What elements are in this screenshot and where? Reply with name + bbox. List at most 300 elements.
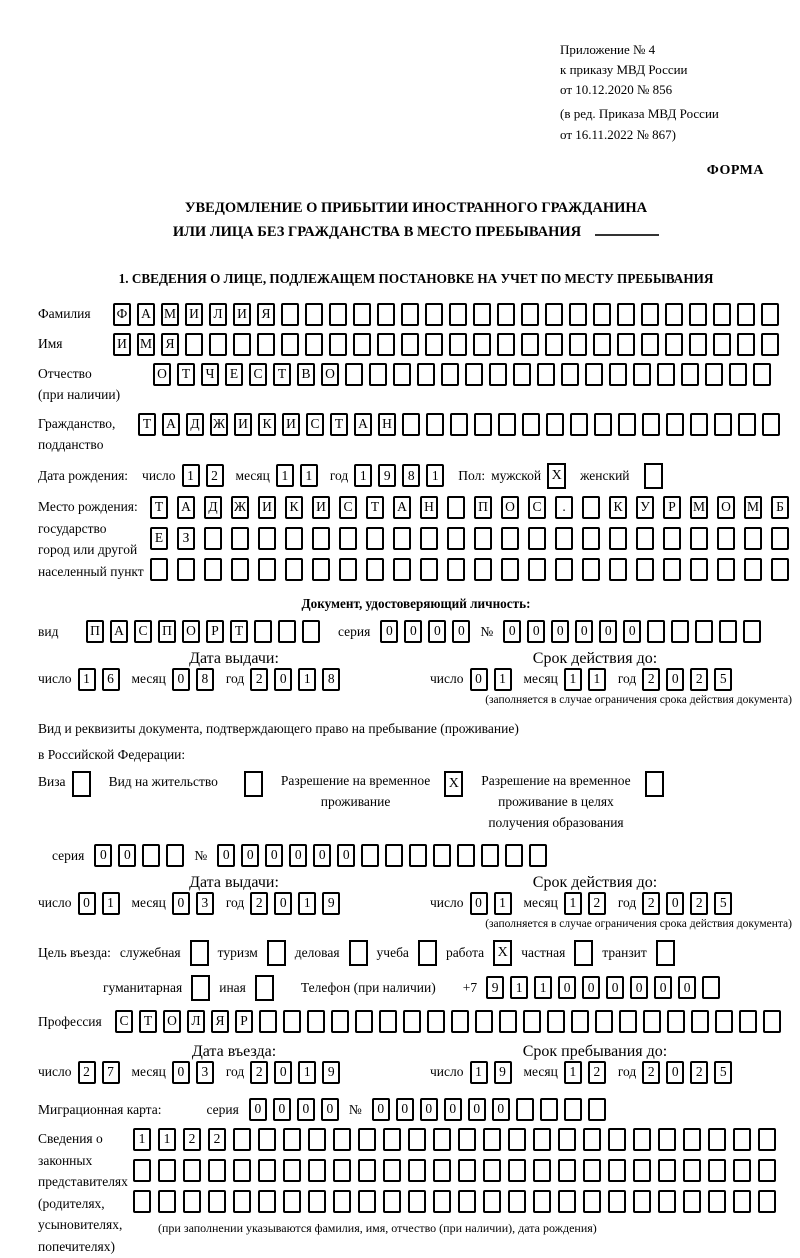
char-box[interactable]: [366, 558, 384, 581]
char-box[interactable]: [713, 303, 731, 326]
char-box[interactable]: [185, 333, 203, 356]
char-box[interactable]: [771, 527, 789, 550]
char-box[interactable]: 1: [564, 892, 582, 915]
char-box[interactable]: [281, 333, 299, 356]
char-box[interactable]: И: [185, 303, 203, 326]
char-box[interactable]: Ж: [231, 496, 249, 519]
purpose-work-checkbox[interactable]: X: [493, 940, 512, 966]
char-box[interactable]: [285, 558, 303, 581]
char-box[interactable]: [528, 527, 546, 550]
char-box[interactable]: [369, 363, 387, 386]
char-box[interactable]: [641, 303, 659, 326]
char-box[interactable]: [420, 527, 438, 550]
char-box[interactable]: 8: [402, 464, 420, 487]
char-box[interactable]: [433, 844, 451, 867]
char-box[interactable]: [283, 1190, 301, 1213]
char-box[interactable]: Ф: [113, 303, 131, 326]
char-box[interactable]: 0: [396, 1098, 414, 1121]
char-box[interactable]: [166, 844, 184, 867]
char-box[interactable]: [564, 1098, 582, 1121]
char-box[interactable]: 0: [274, 668, 292, 691]
char-box[interactable]: Н: [420, 496, 438, 519]
char-box[interactable]: 3: [196, 892, 214, 915]
char-box[interactable]: 0: [503, 620, 521, 643]
char-box[interactable]: 0: [666, 1061, 684, 1084]
char-box[interactable]: [588, 1098, 606, 1121]
char-box[interactable]: 1: [78, 668, 96, 691]
char-box[interactable]: 2: [690, 668, 708, 691]
char-box[interactable]: [761, 303, 779, 326]
char-box[interactable]: [183, 1190, 201, 1213]
char-box[interactable]: [658, 1190, 676, 1213]
char-box[interactable]: [758, 1190, 776, 1213]
char-box[interactable]: [695, 620, 713, 643]
char-box[interactable]: 0: [274, 1061, 292, 1084]
char-box[interactable]: [449, 303, 467, 326]
purpose-tourism-checkbox[interactable]: [267, 940, 286, 966]
char-box[interactable]: 0: [321, 1098, 339, 1121]
char-box[interactable]: [473, 303, 491, 326]
char-box[interactable]: [743, 620, 761, 643]
char-box[interactable]: [691, 1010, 709, 1033]
char-box[interactable]: О: [163, 1010, 181, 1033]
char-box[interactable]: [302, 620, 320, 643]
char-box[interactable]: [689, 333, 707, 356]
char-box[interactable]: [473, 333, 491, 356]
purpose-transit-checkbox[interactable]: [656, 940, 675, 966]
char-box[interactable]: 2: [588, 892, 606, 915]
char-box[interactable]: [447, 496, 465, 519]
char-box[interactable]: 1: [494, 668, 512, 691]
char-box[interactable]: 1: [354, 464, 372, 487]
purpose-humanitarian-checkbox[interactable]: [191, 975, 210, 1001]
char-box[interactable]: [729, 363, 747, 386]
char-box[interactable]: Е: [150, 527, 168, 550]
char-box[interactable]: 8: [322, 668, 340, 691]
char-box[interactable]: [283, 1128, 301, 1151]
char-box[interactable]: [401, 303, 419, 326]
char-box[interactable]: [582, 496, 600, 519]
char-box[interactable]: [593, 333, 611, 356]
char-box[interactable]: [481, 844, 499, 867]
char-box[interactable]: 0: [78, 892, 96, 915]
char-box[interactable]: [447, 558, 465, 581]
char-box[interactable]: 0: [527, 620, 545, 643]
char-box[interactable]: [377, 303, 395, 326]
char-box[interactable]: 0: [678, 976, 696, 999]
char-box[interactable]: [308, 1159, 326, 1182]
char-box[interactable]: [361, 844, 379, 867]
char-box[interactable]: [508, 1159, 526, 1182]
char-box[interactable]: [690, 558, 708, 581]
char-box[interactable]: [393, 363, 411, 386]
char-box[interactable]: 0: [599, 620, 617, 643]
char-box[interactable]: [183, 1159, 201, 1182]
char-box[interactable]: 0: [313, 844, 331, 867]
char-box[interactable]: [522, 413, 540, 436]
char-box[interactable]: Т: [330, 413, 348, 436]
char-box[interactable]: П: [158, 620, 176, 643]
char-box[interactable]: [133, 1190, 151, 1213]
char-box[interactable]: [208, 1190, 226, 1213]
temp-permit-checkbox[interactable]: X: [444, 771, 463, 797]
char-box[interactable]: 1: [510, 976, 528, 999]
char-box[interactable]: [408, 1190, 426, 1213]
char-box[interactable]: [608, 1159, 626, 1182]
char-box[interactable]: М: [744, 496, 762, 519]
char-box[interactable]: [449, 333, 467, 356]
char-box[interactable]: [595, 1010, 613, 1033]
char-box[interactable]: [609, 527, 627, 550]
char-box[interactable]: 2: [250, 668, 268, 691]
char-box[interactable]: [501, 527, 519, 550]
char-box[interactable]: [761, 333, 779, 356]
char-box[interactable]: З: [177, 527, 195, 550]
char-box[interactable]: [447, 527, 465, 550]
char-box[interactable]: 0: [118, 844, 136, 867]
char-box[interactable]: 9: [322, 892, 340, 915]
char-box[interactable]: [737, 303, 755, 326]
char-box[interactable]: 2: [250, 1061, 268, 1084]
char-box[interactable]: Т: [150, 496, 168, 519]
char-box[interactable]: [762, 413, 780, 436]
char-box[interactable]: С: [306, 413, 324, 436]
char-box[interactable]: [333, 1190, 351, 1213]
char-box[interactable]: [427, 1010, 445, 1033]
char-box[interactable]: 2: [690, 892, 708, 915]
char-box[interactable]: [633, 1190, 651, 1213]
char-box[interactable]: [633, 363, 651, 386]
char-box[interactable]: 1: [534, 976, 552, 999]
char-box[interactable]: Е: [225, 363, 243, 386]
char-box[interactable]: 1: [298, 668, 316, 691]
char-box[interactable]: [258, 527, 276, 550]
char-box[interactable]: [561, 363, 579, 386]
char-box[interactable]: [657, 363, 675, 386]
char-box[interactable]: [737, 333, 755, 356]
char-box[interactable]: [177, 558, 195, 581]
char-box[interactable]: [474, 413, 492, 436]
char-box[interactable]: [258, 1190, 276, 1213]
char-box[interactable]: [366, 527, 384, 550]
char-box[interactable]: [204, 527, 222, 550]
char-box[interactable]: [358, 1190, 376, 1213]
char-box[interactable]: 0: [551, 620, 569, 643]
char-box[interactable]: 5: [714, 892, 732, 915]
char-box[interactable]: К: [609, 496, 627, 519]
char-box[interactable]: М: [690, 496, 708, 519]
char-box[interactable]: 0: [420, 1098, 438, 1121]
char-box[interactable]: [158, 1190, 176, 1213]
char-box[interactable]: [513, 363, 531, 386]
char-box[interactable]: К: [258, 413, 276, 436]
purpose-other-checkbox[interactable]: [255, 975, 274, 1001]
char-box[interactable]: [717, 527, 735, 550]
char-box[interactable]: [329, 333, 347, 356]
char-box[interactable]: [617, 303, 635, 326]
char-box[interactable]: [744, 558, 762, 581]
char-box[interactable]: Л: [187, 1010, 205, 1033]
char-box[interactable]: 1: [276, 464, 294, 487]
char-box[interactable]: [708, 1159, 726, 1182]
char-box[interactable]: [665, 303, 683, 326]
char-box[interactable]: 0: [492, 1098, 510, 1121]
char-box[interactable]: [617, 333, 635, 356]
char-box[interactable]: Ж: [210, 413, 228, 436]
char-box[interactable]: Т: [138, 413, 156, 436]
char-box[interactable]: [417, 363, 435, 386]
char-box[interactable]: [259, 1010, 277, 1033]
char-box[interactable]: [150, 558, 168, 581]
char-box[interactable]: [497, 303, 515, 326]
char-box[interactable]: [307, 1010, 325, 1033]
char-box[interactable]: [763, 1010, 781, 1033]
char-box[interactable]: 1: [298, 1061, 316, 1084]
char-box[interactable]: [465, 363, 483, 386]
char-box[interactable]: [663, 527, 681, 550]
char-box[interactable]: 2: [642, 1061, 660, 1084]
char-box[interactable]: С: [528, 496, 546, 519]
char-box[interactable]: П: [474, 496, 492, 519]
char-box[interactable]: [658, 1128, 676, 1151]
char-box[interactable]: 5: [714, 1061, 732, 1084]
char-box[interactable]: [758, 1159, 776, 1182]
char-box[interactable]: [533, 1128, 551, 1151]
char-box[interactable]: [497, 333, 515, 356]
char-box[interactable]: 2: [642, 668, 660, 691]
char-box[interactable]: 0: [241, 844, 259, 867]
char-box[interactable]: 0: [575, 620, 593, 643]
char-box[interactable]: С: [249, 363, 267, 386]
char-box[interactable]: Т: [273, 363, 291, 386]
char-box[interactable]: 2: [250, 892, 268, 915]
char-box[interactable]: О: [153, 363, 171, 386]
char-box[interactable]: [744, 527, 762, 550]
char-box[interactable]: [305, 333, 323, 356]
char-box[interactable]: И: [233, 303, 251, 326]
char-box[interactable]: [408, 1128, 426, 1151]
char-box[interactable]: [475, 1010, 493, 1033]
char-box[interactable]: [558, 1190, 576, 1213]
char-box[interactable]: 0: [337, 844, 355, 867]
char-box[interactable]: 1: [564, 1061, 582, 1084]
char-box[interactable]: Р: [663, 496, 681, 519]
char-box[interactable]: 7: [102, 1061, 120, 1084]
char-box[interactable]: 0: [558, 976, 576, 999]
char-box[interactable]: [570, 413, 588, 436]
char-box[interactable]: [278, 620, 296, 643]
char-box[interactable]: И: [258, 496, 276, 519]
char-box[interactable]: 0: [630, 976, 648, 999]
char-box[interactable]: [642, 413, 660, 436]
char-box[interactable]: 1: [588, 668, 606, 691]
char-box[interactable]: [457, 844, 475, 867]
char-box[interactable]: Т: [177, 363, 195, 386]
char-box[interactable]: О: [321, 363, 339, 386]
char-box[interactable]: [533, 1159, 551, 1182]
char-box[interactable]: [204, 558, 222, 581]
char-box[interactable]: 6: [102, 668, 120, 691]
char-box[interactable]: 2: [690, 1061, 708, 1084]
char-box[interactable]: 2: [208, 1128, 226, 1151]
char-box[interactable]: [208, 1159, 226, 1182]
char-box[interactable]: 0: [666, 668, 684, 691]
char-box[interactable]: [285, 527, 303, 550]
char-box[interactable]: [619, 1010, 637, 1033]
edu-permit-checkbox[interactable]: [645, 771, 664, 797]
char-box[interactable]: [647, 620, 665, 643]
purpose-official-checkbox[interactable]: [190, 940, 209, 966]
char-box[interactable]: [458, 1159, 476, 1182]
purpose-study-checkbox[interactable]: [418, 940, 437, 966]
char-box[interactable]: [281, 303, 299, 326]
char-box[interactable]: [683, 1159, 701, 1182]
purpose-business-checkbox[interactable]: [349, 940, 368, 966]
char-box[interactable]: 0: [404, 620, 422, 643]
char-box[interactable]: А: [354, 413, 372, 436]
char-box[interactable]: [254, 620, 272, 643]
char-box[interactable]: [571, 1010, 589, 1033]
char-box[interactable]: 2: [206, 464, 224, 487]
char-box[interactable]: [383, 1159, 401, 1182]
char-box[interactable]: [738, 413, 756, 436]
char-box[interactable]: [508, 1128, 526, 1151]
char-box[interactable]: [702, 976, 720, 999]
char-box[interactable]: [521, 333, 539, 356]
char-box[interactable]: Т: [366, 496, 384, 519]
char-box[interactable]: [441, 363, 459, 386]
char-box[interactable]: Д: [204, 496, 222, 519]
char-box[interactable]: Р: [235, 1010, 253, 1033]
char-box[interactable]: [345, 363, 363, 386]
char-box[interactable]: [353, 303, 371, 326]
char-box[interactable]: [739, 1010, 757, 1033]
char-box[interactable]: [401, 333, 419, 356]
char-box[interactable]: Я: [257, 303, 275, 326]
char-box[interactable]: [583, 1159, 601, 1182]
char-box[interactable]: [521, 303, 539, 326]
char-box[interactable]: [583, 1190, 601, 1213]
char-box[interactable]: [658, 1159, 676, 1182]
char-box[interactable]: [158, 1159, 176, 1182]
char-box[interactable]: [489, 363, 507, 386]
char-box[interactable]: [558, 1128, 576, 1151]
char-box[interactable]: [523, 1010, 541, 1033]
char-box[interactable]: [142, 844, 160, 867]
char-box[interactable]: [713, 333, 731, 356]
char-box[interactable]: 0: [265, 844, 283, 867]
char-box[interactable]: [451, 1010, 469, 1033]
char-box[interactable]: А: [162, 413, 180, 436]
char-box[interactable]: [333, 1128, 351, 1151]
char-box[interactable]: [671, 620, 689, 643]
char-box[interactable]: [540, 1098, 558, 1121]
char-box[interactable]: [450, 413, 468, 436]
char-box[interactable]: [409, 844, 427, 867]
char-box[interactable]: [594, 413, 612, 436]
char-box[interactable]: [582, 558, 600, 581]
char-box[interactable]: 0: [172, 668, 190, 691]
char-box[interactable]: [283, 1159, 301, 1182]
char-box[interactable]: [690, 527, 708, 550]
char-box[interactable]: 1: [102, 892, 120, 915]
char-box[interactable]: [583, 1128, 601, 1151]
char-box[interactable]: П: [86, 620, 104, 643]
char-box[interactable]: [458, 1128, 476, 1151]
char-box[interactable]: 0: [217, 844, 235, 867]
char-box[interactable]: 1: [182, 464, 200, 487]
char-box[interactable]: [663, 558, 681, 581]
char-box[interactable]: 1: [300, 464, 318, 487]
char-box[interactable]: [458, 1190, 476, 1213]
char-box[interactable]: Я: [211, 1010, 229, 1033]
char-box[interactable]: 8: [196, 668, 214, 691]
char-box[interactable]: [508, 1190, 526, 1213]
char-box[interactable]: [636, 558, 654, 581]
char-box[interactable]: 1: [298, 892, 316, 915]
char-box[interactable]: [308, 1128, 326, 1151]
char-box[interactable]: [689, 303, 707, 326]
char-box[interactable]: [555, 558, 573, 581]
char-box[interactable]: [408, 1159, 426, 1182]
char-box[interactable]: [758, 1128, 776, 1151]
char-box[interactable]: В: [297, 363, 315, 386]
char-box[interactable]: [209, 333, 227, 356]
char-box[interactable]: 0: [172, 892, 190, 915]
char-box[interactable]: [499, 1010, 517, 1033]
char-box[interactable]: [666, 413, 684, 436]
char-box[interactable]: 0: [380, 620, 398, 643]
char-box[interactable]: [569, 333, 587, 356]
char-box[interactable]: [733, 1128, 751, 1151]
char-box[interactable]: 0: [470, 668, 488, 691]
sex-female-checkbox[interactable]: [644, 463, 663, 489]
char-box[interactable]: [483, 1190, 501, 1213]
char-box[interactable]: [705, 363, 723, 386]
residence-permit-checkbox[interactable]: [244, 771, 263, 797]
sex-male-checkbox[interactable]: X: [547, 463, 566, 489]
char-box[interactable]: 2: [78, 1061, 96, 1084]
char-box[interactable]: [555, 527, 573, 550]
char-box[interactable]: О: [717, 496, 735, 519]
char-box[interactable]: [420, 558, 438, 581]
char-box[interactable]: 2: [588, 1061, 606, 1084]
char-box[interactable]: [233, 1159, 251, 1182]
char-box[interactable]: [474, 558, 492, 581]
char-box[interactable]: [433, 1159, 451, 1182]
char-box[interactable]: [516, 1098, 534, 1121]
char-box[interactable]: [609, 363, 627, 386]
char-box[interactable]: А: [110, 620, 128, 643]
char-box[interactable]: [681, 363, 699, 386]
char-box[interactable]: Т: [230, 620, 248, 643]
char-box[interactable]: 0: [289, 844, 307, 867]
char-box[interactable]: [258, 1128, 276, 1151]
char-box[interactable]: [483, 1128, 501, 1151]
char-box[interactable]: 0: [452, 620, 470, 643]
char-box[interactable]: [231, 527, 249, 550]
char-box[interactable]: [133, 1159, 151, 1182]
char-box[interactable]: 0: [606, 976, 624, 999]
char-box[interactable]: 1: [564, 668, 582, 691]
char-box[interactable]: [305, 303, 323, 326]
char-box[interactable]: 9: [322, 1061, 340, 1084]
char-box[interactable]: [643, 1010, 661, 1033]
char-box[interactable]: [358, 1159, 376, 1182]
char-box[interactable]: [733, 1190, 751, 1213]
char-box[interactable]: [501, 558, 519, 581]
char-box[interactable]: [233, 1128, 251, 1151]
